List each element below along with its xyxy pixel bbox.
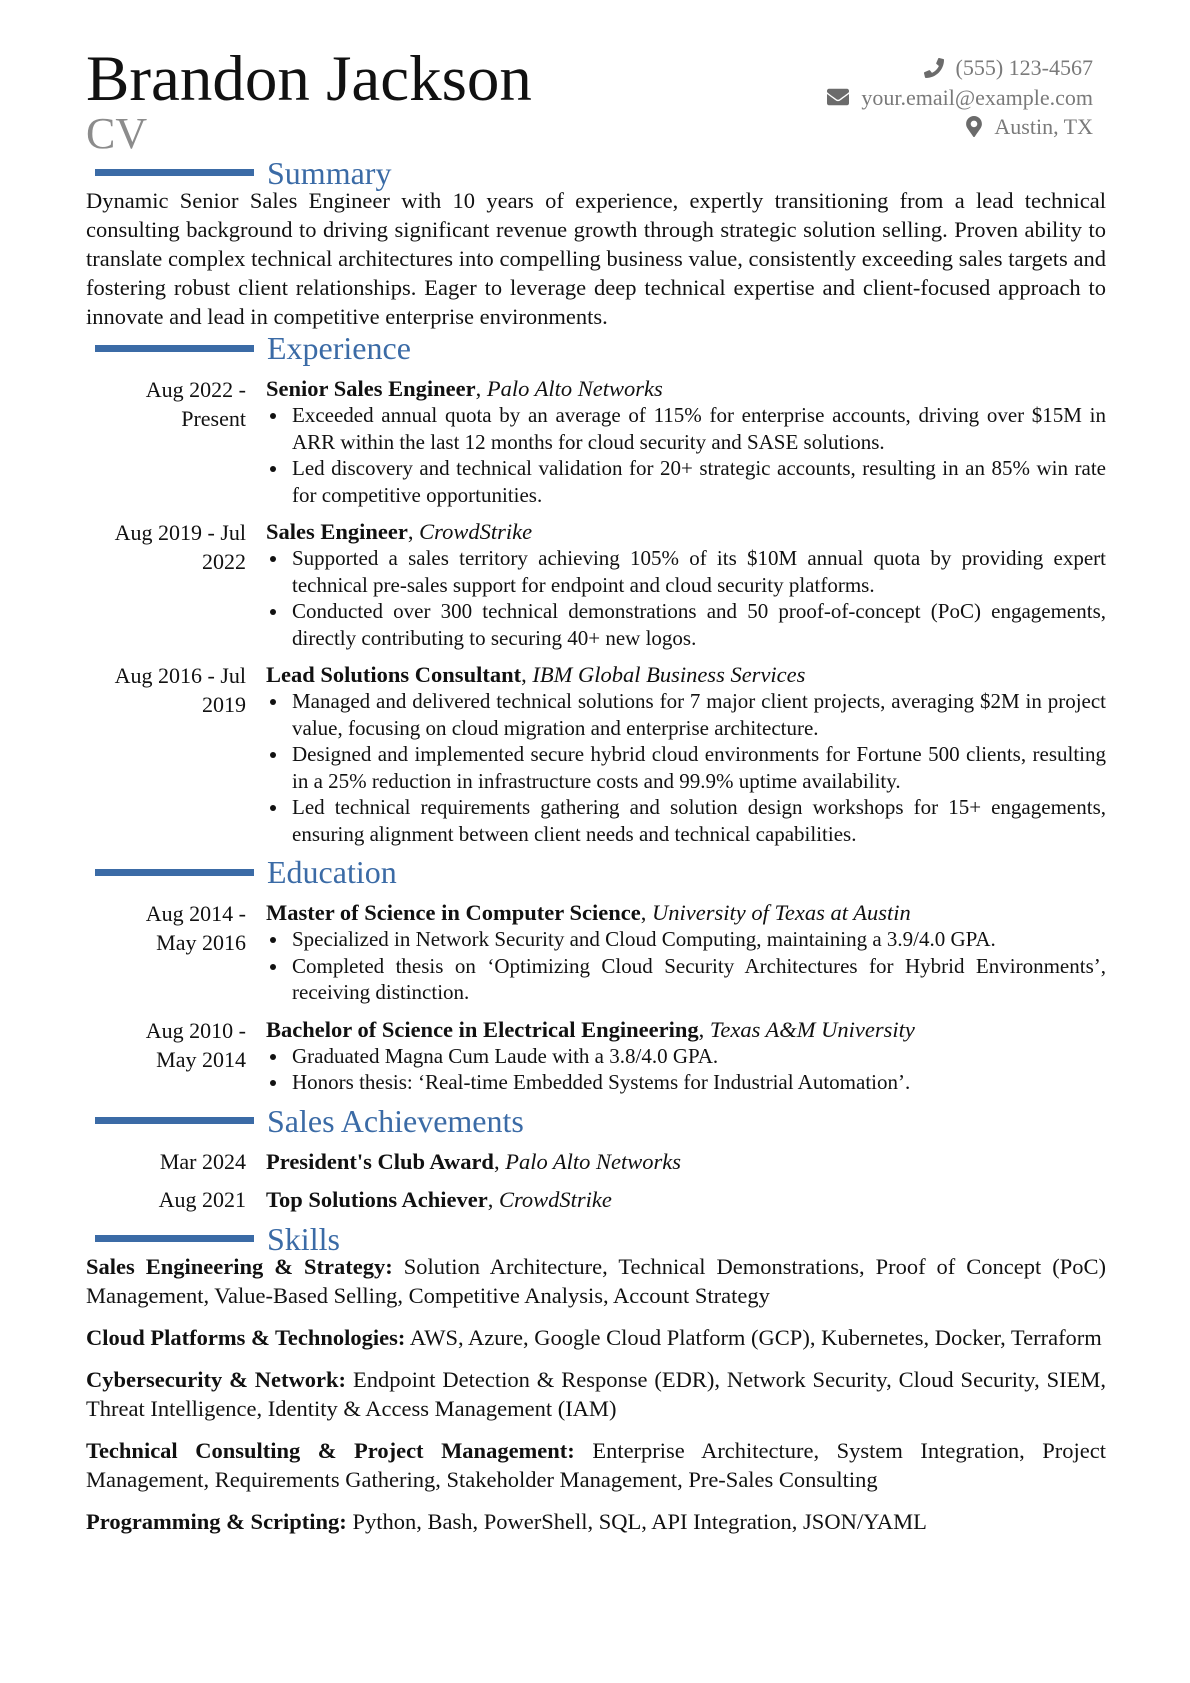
- cv-content: [86, 0, 1106, 1549]
- experience-entries: [86, 375, 1106, 847]
- location-text: Austin, TX: [994, 114, 1093, 139]
- entry-degree: Master of Science in Computer Science: [266, 900, 641, 926]
- entry-bullets: [266, 926, 1106, 1006]
- entry-date: Aug 2016 - Jul 2019: [114, 663, 246, 718]
- skill-line: [86, 1507, 1106, 1536]
- skill-values: Solution Architecture, Technical Demonstrations, Proof of Concept (PoC) Management, Value-Based Selling, Competitive Analysis, Account Strategy: [86, 1253, 1107, 1308]
- section-heading-education: [86, 854, 1106, 891]
- entry-title: [266, 1186, 1106, 1213]
- experience-entry: [86, 518, 1106, 651]
- entry-body: [266, 375, 1106, 508]
- section-heading-summary: [86, 154, 1106, 191]
- experience-section: [86, 330, 1106, 847]
- section-bar: [95, 869, 254, 876]
- entry-organization: Palo Alto Networks: [486, 376, 663, 402]
- entry-organization: CrowdStrike: [419, 519, 533, 545]
- skills-section: [86, 1220, 1107, 1537]
- bullet-item: Exceeded annual quota by an average of 115% for enterprise accounts, driving over $15M in ARR within the last 12 months for cloud security and SASE solutions.: [266, 402, 1106, 455]
- skill-category: Programming & Scripting:: [86, 1509, 347, 1535]
- phone-number: (555) 123-4567: [955, 55, 1093, 80]
- title-separator: ,: [487, 1186, 499, 1212]
- entry-organization: CrowdStrike: [498, 1186, 612, 1212]
- skill-category: Technical Consulting & Project Management:: [86, 1437, 575, 1463]
- entry-title: [266, 1148, 1106, 1175]
- education-section: [86, 854, 1106, 1096]
- experience-entry: [86, 375, 1106, 508]
- section-title: Experience: [267, 330, 411, 367]
- bullet-item: Specialized in Network Security and Cloud Computing, maintaining a 3.9/4.0 GPA.: [266, 926, 1106, 953]
- skill-category: Cybersecurity & Network:: [86, 1366, 347, 1392]
- achievement-entry: [86, 1148, 1106, 1175]
- entry-title: [266, 518, 1106, 545]
- section-heading-achievements: [86, 1102, 1106, 1139]
- experience-entry: [86, 661, 1106, 847]
- entry-body: [266, 661, 1106, 847]
- skill-line: [86, 1365, 1106, 1423]
- document-subtitle: CV: [86, 109, 148, 158]
- skill-values: Python, Bash, PowerShell, SQL, API Integration, JSON/YAML: [352, 1509, 927, 1535]
- bullet-item: Completed thesis on ‘Optimizing Cloud Security Architectures for Hybrid Environments’, receiving distinction.: [266, 953, 1106, 1006]
- entry-title: [266, 661, 1106, 688]
- entry-date: Aug 2014 - May 2016: [145, 901, 246, 956]
- entry-body: [266, 1016, 1106, 1096]
- education-entry: [86, 899, 1106, 1006]
- candidate-name: Brandon Jackson: [86, 43, 532, 115]
- skills-list: [86, 1252, 1106, 1537]
- bullet-item: Honors thesis: ‘Real-time Embedded Systems for Industrial Automation’.: [266, 1069, 1106, 1096]
- bullet-item: Managed and delivered technical solutions for 7 major client projects, averaging $2M in project value, focusing on cloud migration and enterprise architecture.: [266, 688, 1106, 741]
- achievement-entries: [86, 1148, 1106, 1213]
- email-link[interactable]: your.email@example.com: [861, 84, 1093, 110]
- skill-values: Enterprise Architecture, System Integration, Project Management, Requirements Gathering, Stakeholder Management, Pre-Sales Consulting: [86, 1437, 1107, 1493]
- title-separator: ,: [407, 519, 420, 545]
- entry-bullets: [266, 1043, 1106, 1096]
- entry-title: [266, 1016, 1106, 1043]
- section-bar: [95, 1235, 254, 1242]
- entry-institution: Texas A&M University: [709, 1016, 915, 1042]
- education-entry: [86, 1016, 1106, 1096]
- section-bar: [95, 169, 254, 176]
- achievement-entry: [86, 1186, 1106, 1213]
- bullet-item: Led discovery and technical validation for 20+ strategic accounts, resulting in an 85% win rate for competitive opportunities.: [266, 455, 1106, 508]
- title-separator: ,: [475, 376, 487, 402]
- title-separator: ,: [493, 1148, 506, 1174]
- title-separator: ,: [698, 1016, 710, 1042]
- entry-date: Aug 2019 - Jul 2022: [114, 520, 246, 575]
- skill-values: Endpoint Detection & Response (EDR), Network Security, Cloud Security, SIEM, Threat Intelligence, Identity & Access Management (IAM): [86, 1366, 1107, 1421]
- entry-body: [266, 1148, 1106, 1175]
- section-bar: [95, 1117, 254, 1124]
- section-title: Education: [267, 854, 397, 891]
- entry-bullets: [266, 545, 1106, 651]
- section-title: Summary: [267, 154, 392, 191]
- entry-award: President's Club Award: [266, 1148, 494, 1174]
- bullet-item: Designed and implemented secure hybrid cloud environments for Fortune 500 clients, resulting in a 25% reduction in infrastructure costs and 99.9% uptime availability.: [266, 741, 1106, 794]
- achievements-section: [86, 1102, 1106, 1213]
- skill-category: Sales Engineering & Strategy:: [86, 1253, 393, 1279]
- skill-line: [86, 1436, 1106, 1494]
- entry-organization: Palo Alto Networks: [505, 1148, 682, 1174]
- skill-line: [86, 1323, 1106, 1352]
- section-heading-experience: [86, 330, 1106, 367]
- skill-line: [86, 1252, 1106, 1310]
- skill-values: AWS, Azure, Google Cloud Platform (GCP), Kubernetes, Docker, Terraform: [409, 1324, 1102, 1350]
- entry-role: Sales Engineer: [266, 519, 408, 545]
- entry-bullets: [266, 688, 1106, 847]
- entry-award: Top Solutions Achiever: [266, 1186, 488, 1212]
- skill-category: Cloud Platforms & Technologies:: [86, 1324, 406, 1350]
- entry-bullets: [266, 402, 1106, 508]
- entry-title: [266, 375, 1106, 402]
- section-heading-skills: [86, 1220, 1106, 1257]
- bullet-item: Conducted over 300 technical demonstrations and 50 proof-of-concept (PoC) engagements, directly contributing to securing 40+ new logos.: [266, 598, 1106, 651]
- bullet-item: Supported a sales territory achieving 105% of its $10M annual quota by providing expert technical pre-sales support for endpoint and cloud security platforms.: [266, 545, 1106, 598]
- entry-date: Aug 2010 - May 2014: [145, 1017, 246, 1072]
- entry-role: Senior Sales Engineer: [266, 376, 476, 402]
- section-bar: [95, 345, 254, 352]
- summary-text: Dynamic Senior Sales Engineer with 10 years of experience, expertly transitioning from a lead technical consulting background to driving significant revenue growth through strategic solution selling. Proven ability to translate complex technical architectures into compelling business value, consistently exceeding sales targets and fostering robust client relationships. Eager to leverage deep technical expertise and client-focused approach to innovate and lead in competitive enterprise environments.: [86, 187, 1106, 330]
- summary-section: [86, 154, 1106, 332]
- entry-institution: University of Texas at Austin: [651, 900, 911, 926]
- entry-body: [266, 899, 1106, 1006]
- entry-body: [266, 518, 1106, 651]
- entry-degree: Bachelor of Science in Electrical Engineering: [266, 1016, 699, 1042]
- entry-date: Aug 2022 - Present: [145, 377, 246, 432]
- education-entries: [86, 899, 1106, 1096]
- bullet-item: Led technical requirements gathering and solution design workshops for 15+ engagements, ensuring alignment between client needs and technical capabilities.: [266, 794, 1106, 847]
- title-separator: ,: [640, 900, 652, 926]
- section-title: Sales Achievements: [267, 1102, 524, 1139]
- entry-organization: IBM Global Business Services: [532, 662, 806, 688]
- bullet-item: Graduated Magna Cum Laude with a 3.8/4.0 GPA.: [266, 1043, 1106, 1070]
- title-separator: ,: [521, 662, 533, 688]
- entry-body: [266, 1186, 1106, 1213]
- section-title: Skills: [267, 1220, 340, 1257]
- entry-date: Aug 2021: [158, 1186, 246, 1212]
- entry-role: Lead Solutions Consultant: [266, 662, 522, 688]
- entry-date: Mar 2024: [159, 1148, 246, 1174]
- entry-title: [266, 899, 1106, 926]
